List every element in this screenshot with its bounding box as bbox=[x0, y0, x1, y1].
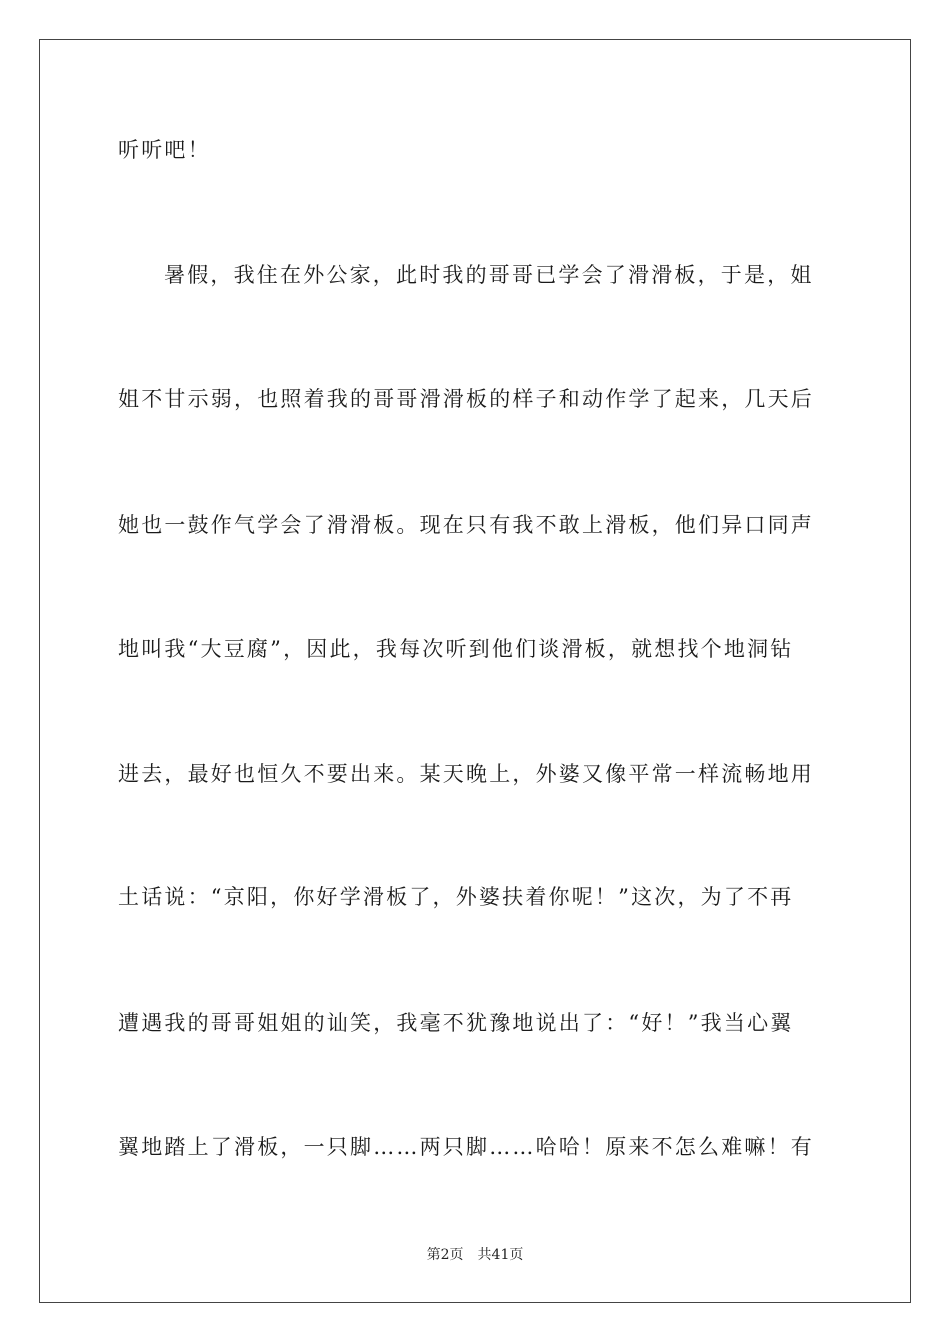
text-line: 姐不甘示弱，也照着我的哥哥滑滑板的样子和动作学了起来，几天后 bbox=[118, 387, 814, 411]
text-line: 进去，最好也恒久不要出来。某天晚上，外婆又像平常一样流畅地用 bbox=[118, 762, 814, 786]
page-footer bbox=[0, 1245, 950, 1265]
paragraph-first-line: 暑假，我住在外公家，此时我的哥哥已学会了滑滑板，于是，姐 bbox=[164, 263, 814, 287]
page-border bbox=[39, 39, 911, 1303]
text-line: 地叫我“大豆腐”，因此，我每次听到他们谈滑板，就想找个地洞钻 bbox=[118, 637, 794, 661]
text-line: 土话说：“京阳，你好学滑板了，外婆扶着你呢！”这次，为了不再 bbox=[118, 885, 794, 909]
text-line: 她也一鼓作气学会了滑滑板。现在只有我不敢上滑板，他们异口同声 bbox=[118, 513, 814, 537]
text-line: 听听吧！ bbox=[118, 138, 211, 162]
text-line: 遭遇我的哥哥姐姐的讪笑，我毫不犹豫地说出了：“好！”我当心翼 bbox=[118, 1011, 794, 1035]
total-pages: 共41页 bbox=[477, 1247, 524, 1263]
page-number: 第2页 bbox=[426, 1247, 464, 1263]
text-line: 翼地踏上了滑板，一只脚……两只脚……哈哈！原来不怎么难嘛！有 bbox=[118, 1135, 814, 1159]
